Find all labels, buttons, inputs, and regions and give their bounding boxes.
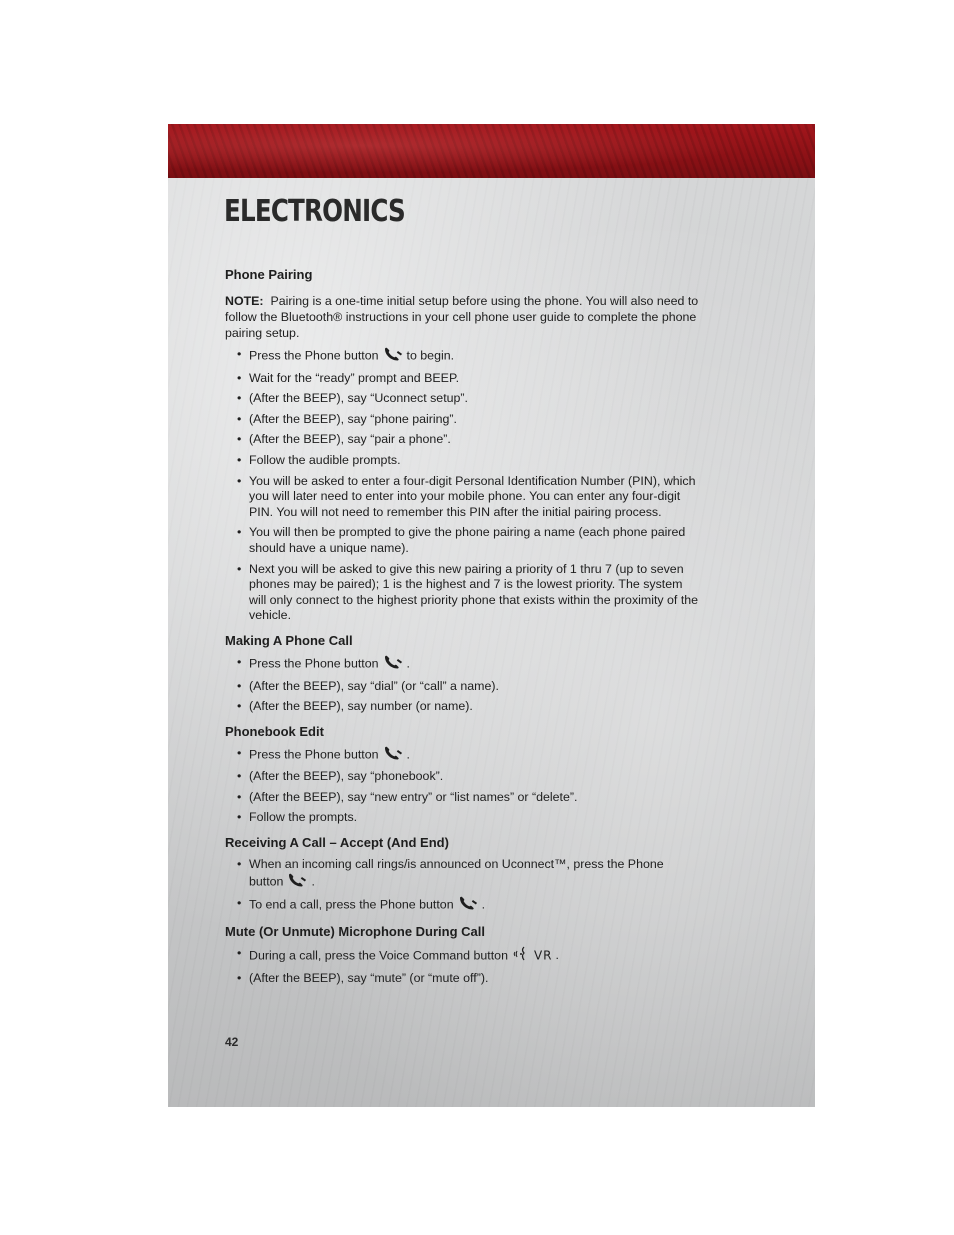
heading-phone-pairing: Phone Pairing [225,267,313,282]
list-item: • (After the BEEP), say “mute” (or “mute off”). [225,971,700,987]
item-text-after: . [311,874,315,889]
list-item [225,347,700,366]
item-text: Press the Phone button [249,656,379,671]
note-label: NOTE: [225,294,264,308]
list-making-call [225,655,700,715]
item-text: When an incoming call rings/is announced on Uconnect™, press the Phone button [249,857,664,889]
phone-icon [383,347,403,366]
item-text-after: . [406,747,410,762]
section-title: ELECTRONICS [224,194,405,229]
item-text-after: to begin. [406,348,455,363]
list-phone-pairing [225,347,700,624]
item-text-after: . [406,656,410,671]
list-item [225,746,700,765]
manual-page [168,124,815,1107]
list-item: • (After the BEEP), say number (or name). [225,699,700,715]
list-item: • Follow the prompts. [225,810,700,826]
list-item: • (After the BEEP), say “dial” (or “call” a name). [225,679,700,695]
list-item: • Wait for the “ready” prompt and BEEP. [225,371,700,387]
page-content [225,267,700,992]
header-banner [168,124,815,178]
list-item: • (After the BEEP), say “phonebook”. [225,769,700,785]
list-item: • (After the BEEP), say “phone pairing”. [225,412,700,428]
phone-icon [458,896,478,915]
list-item: • You will then be prompted to give the phone pairing a name (each phone paired should have a unique name). [225,525,700,556]
item-text: Press the Phone button [249,747,379,762]
list-item [225,857,700,891]
phone-icon [287,873,307,892]
list-item: • Next you will be asked to give this new pairing a priority of 1 thru 7 (up to seven phones may be paired); 1 is the highest and 7 is the lowest priority. The system will only connect to the highest priority phone that exists within the proximity of the vehicle. [225,562,700,624]
list-receiving-call [225,857,700,915]
list-item [225,896,700,915]
list-item: • (After the BEEP), say “new entry” or “list names” or “delete”. [225,790,700,806]
list-item: • (After the BEEP), say “Uconnect setup”. [225,391,700,407]
list-item [225,946,700,967]
note-text: Pairing is a one-time initial setup before using the phone. You will also need to follow the Bluetooth® instructions in your cell phone user guide to complete the phone pairing setup. [225,294,699,340]
item-text-after: . [555,948,559,963]
list-item: • You will be asked to enter a four-digit Personal Identification Number (PIN), which you will later need to enter into your mobile phone. You can enter any four-digit PIN. You will not need to remember this PIN after the initial pairing process. [225,474,700,521]
vr-label: VR [533,948,553,963]
list-item: • (After the BEEP), say “pair a phone”. [225,432,700,448]
list-mute [225,946,700,987]
note-paragraph [225,293,700,341]
heading-mute: Mute (Or Unmute) Microphone During Call [225,923,485,939]
phone-icon [383,655,403,674]
item-text: Press the Phone button [249,348,379,363]
phone-icon [383,746,403,765]
heading-receiving-call: Receiving A Call – Accept (And End) [225,835,449,851]
list-item [225,655,700,674]
item-text: To end a call, press the Phone button [249,897,454,912]
heading-making-call: Making A Phone Call [225,632,353,648]
heading-phonebook-edit: Phonebook Edit [225,723,324,739]
list-item: • Follow the audible prompts. [225,453,700,469]
item-text-after: . [481,897,486,912]
page-number: 42 [225,1035,239,1049]
voice-command-icon [512,946,530,967]
list-phonebook-edit [225,746,700,826]
item-text: During a call, press the Voice Command button [249,948,508,963]
